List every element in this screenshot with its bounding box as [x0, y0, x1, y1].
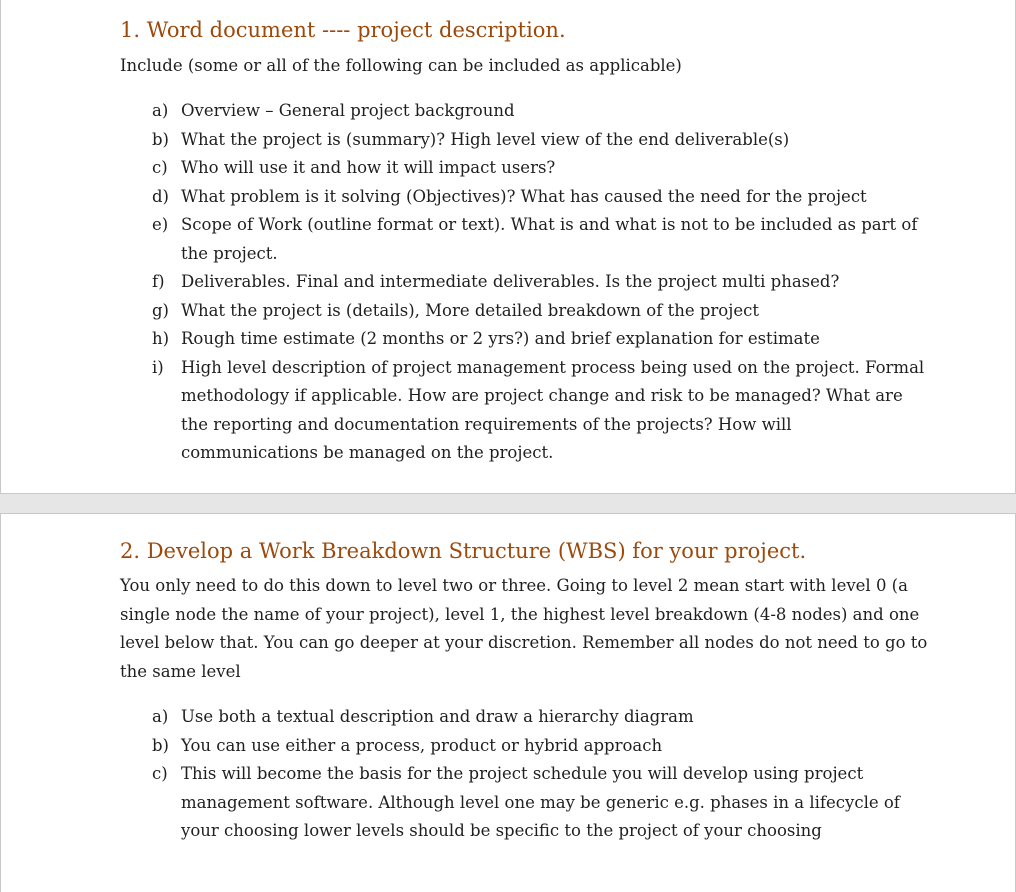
list-item-text: Deliverables. Final and intermediate deliverables. Is the project multi phased?	[181, 272, 840, 291]
list-item	[1, 760, 1016, 846]
list-item-text: the project.	[181, 243, 278, 263]
list-item-text: This will become the basis for the project schedule you will develop using project	[181, 764, 864, 783]
list-item	[1, 154, 1016, 183]
list-item-text: the reporting and documentation requirements of the projects? How will	[181, 414, 792, 434]
list-item-text: your choosing lower levels should be specific to the project of your choosing	[181, 821, 822, 840]
paragraph-line: single node the name of your project), level 1, the highest level breakdown (4-8 nodes) and one	[120, 604, 920, 624]
list-item	[1, 325, 1016, 354]
list-item-text: Who will use it and how it will impact users?	[181, 158, 556, 177]
list-item-text: methodology if applicable. How are project change and risk to be managed? What are	[181, 386, 903, 405]
list-item-text: What problem is it solving (Objectives)? What has caused the need for the project	[181, 186, 867, 206]
list-item-text: management software. Although level one may be generic e.g. phases in a lifecycle of	[181, 792, 900, 812]
list-item-text: High level description of project management process being used on the project. Formal	[181, 357, 925, 377]
section-1-intro: Include (some or all of the following can be included as applicable)	[120, 56, 682, 75]
list-item	[1, 297, 1016, 326]
paragraph-line: the same level	[120, 661, 241, 681]
list-marker: i)	[152, 357, 164, 377]
list-marker: b)	[152, 735, 169, 755]
list-marker: c)	[152, 764, 168, 783]
list-marker: a)	[152, 707, 169, 726]
list-marker: f)	[152, 272, 165, 291]
list-item-text: communications be managed on the project.	[181, 443, 554, 462]
list-marker: g)	[152, 300, 169, 320]
list-marker: e)	[152, 215, 169, 234]
list-item-text: Use both a textual description and draw a hierarchy diagram	[181, 707, 694, 726]
section-1-list	[1, 97, 1016, 468]
list-item	[1, 732, 1016, 761]
list-marker: h)	[152, 329, 170, 348]
list-marker: c)	[152, 158, 168, 177]
list-item-text: You can use either a process, product or hybrid approach	[181, 735, 663, 755]
list-marker: b)	[152, 129, 169, 149]
list-item	[1, 97, 1016, 126]
paragraph-line: level below that. You can go deeper at your discretion. Remember all nodes do not need to go to	[120, 633, 928, 652]
document-page-2	[0, 513, 1016, 892]
section-2-list	[1, 703, 1016, 846]
section-1-heading: 1. Word document ---- project description.	[120, 18, 566, 42]
list-item	[1, 268, 1016, 297]
list-item	[1, 183, 1016, 212]
page-separator	[0, 494, 1016, 513]
list-item-text: What the project is (details), More detailed breakdown of the project	[181, 300, 759, 320]
list-marker: a)	[152, 101, 169, 120]
list-item	[1, 126, 1016, 155]
list-item-text: Overview – General project background	[181, 101, 515, 120]
section-2-heading: 2. Develop a Work Breakdown Structure (WBS) for your project.	[120, 539, 807, 563]
list-item-text: Scope of Work (outline format or text). What is and what is not to be included as part of	[181, 215, 918, 234]
paragraph-line: You only need to do this down to level two or three. Going to level 2 mean start with level 0 (a	[120, 576, 908, 595]
list-marker: d)	[152, 186, 169, 206]
list-item	[1, 211, 1016, 268]
section-2-intro	[120, 572, 928, 686]
list-item	[1, 703, 1016, 732]
list-item	[1, 354, 1016, 468]
list-item-text: What the project is (summary)? High level view of the end deliverable(s)	[181, 129, 790, 149]
list-item-text: Rough time estimate (2 months or 2 yrs?) and brief explanation for estimate	[181, 329, 820, 348]
